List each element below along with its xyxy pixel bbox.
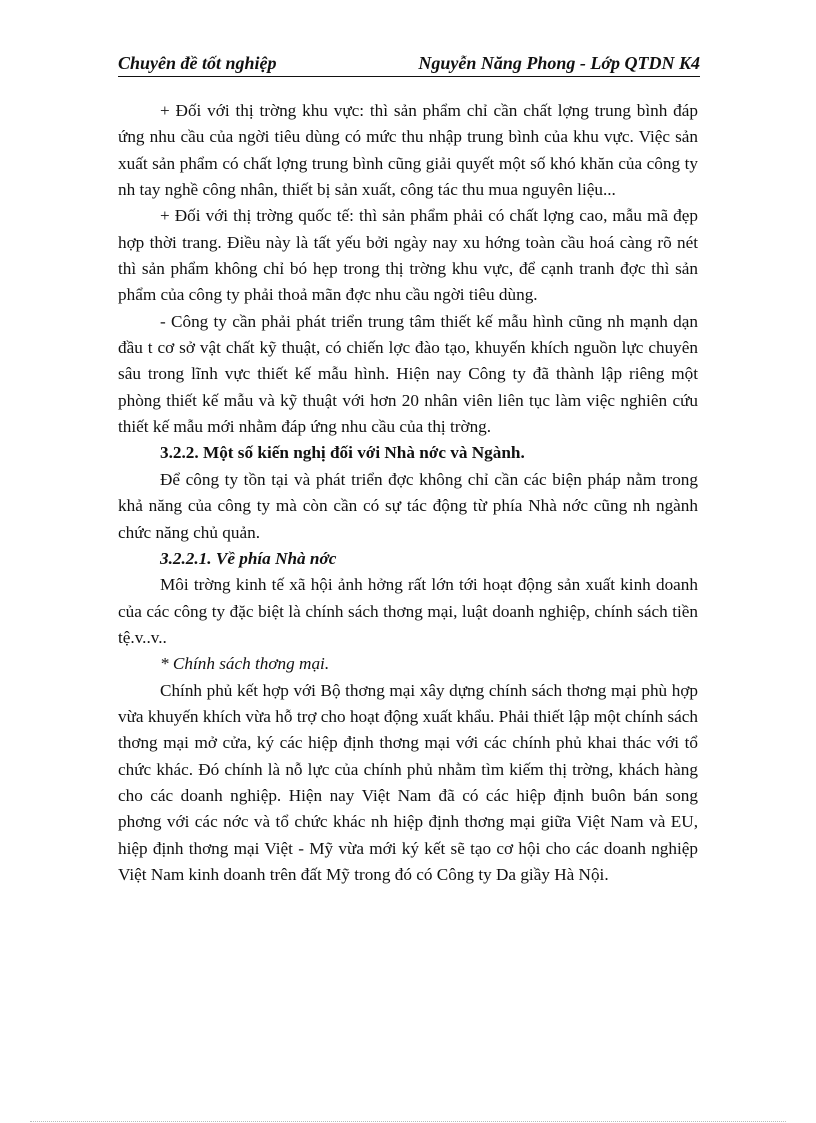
section-heading-recommendations: 3.2.2. Một số kiến nghị đối với Nhà nớc và Ngành. [160,443,525,463]
document-body [118,98,698,888]
paragraph-regional-market: + Đối với thị trờng khu vực: thì sản phẩm chỉ cần chất lợng trung bình đáp ứng nhu cầu của ngời tiêu dùng có mức thu nhập trung bình của khu vực. Việc sản xuất sản phẩm có chất lợng trung bình cũng giải quyết một số khó khăn của công ty nh tay nghề công nhân, thiết bị sản xuất, công tác thu mua nguyên liệu... [118,101,698,200]
trade-policy-label: * Chính sách thơng mại. [160,654,330,674]
paragraph-state-impact: Để công ty tồn tại và phát triển đợc không chỉ cần các biện pháp nằm trong khả năng của công ty mà còn cần có sự tác động từ phía Nhà nớc cũng nh ngành chức năng chủ quản. [118,469,698,542]
header-document-title: Chuyên đề tốt nghiệp [118,53,277,73]
paragraph-socioeconomic-environment: Môi trờng kinh tế xã hội ảnh hởng rất lớn tới hoạt động sản xuất kinh doanh của các công ty đặc biệt là chính sách thơng mại, luật doanh nghiệp, chính sách tiền tệ.v..v.. [118,575,698,647]
page-header [118,52,700,77]
subsection-heading-state: 3.2.2.1. Về phía Nhà nớc [160,548,337,568]
paragraph-design-center: - Công ty cần phải phát triển trung tâm thiết kế mẫu hình cũng nh mạnh dạn đầu t cơ sở vật chất kỹ thuật, có chiến lợc đào tạo, khuyến khích nguồn lực chuyên sâu trong lĩnh vực thiết kế mẫu hình. Hiện nay Công ty đã thành lập riêng một phòng thiết kế mẫu và kỹ thuật với hơn 20 nhân viên liên tục làm việc nghiên cứu thiết kế mẫu mới nhằm đáp ứng nhu cầu của thị trờng. [118,311,698,437]
header-author-class: Nguyễn Năng Phong - Lớp QTDN K4 [418,53,700,73]
paragraph-trade-policy: Chính phủ kết hợp với Bộ thơng mại xây dựng chính sách thơng mại phù hợp vừa khuyến khích vừa hỗ trợ cho hoạt động xuất khẩu. Phải thiết lập một chính sách thơng mại mở cửa, ký các hiệp định thơng mại với các chính phủ khai thác với tổ chức khác. Đó chính là nỗ lực của chính phủ nhằm tìm kiếm thị trờng, khách hàng cho các doanh nghiệp. Hiện nay Việt Nam đã có các hiệp định buôn bán song phơng với các nớc và tổ chức khác nh hiệp định thơng mại giữa Việt Nam và EU, hiệp định thơng mại Việt - Mỹ vừa mới ký kết sẽ tạo cơ hội cho các doanh nghiệp Việt Nam kinh doanh trên đất Mỹ trong đó có Công ty Da giầy Hà Nội. [118,680,698,884]
paragraph-international-market: + Đối với thị trờng quốc tế: thì sản phẩm phải có chất lợng cao, mẫu mã đẹp hợp thời trang. Điều này là tất yếu bởi ngày nay xu hớng toàn cầu hoá càng rõ nét thì sản phẩm không chỉ bó hẹp trong thị trờng khu vực, để cạnh tranh đợc thì sản phẩm của công ty phải thoả mãn đợc nhu cầu ngời tiêu dùng. [118,206,698,305]
page-bottom-divider [30,1121,786,1122]
